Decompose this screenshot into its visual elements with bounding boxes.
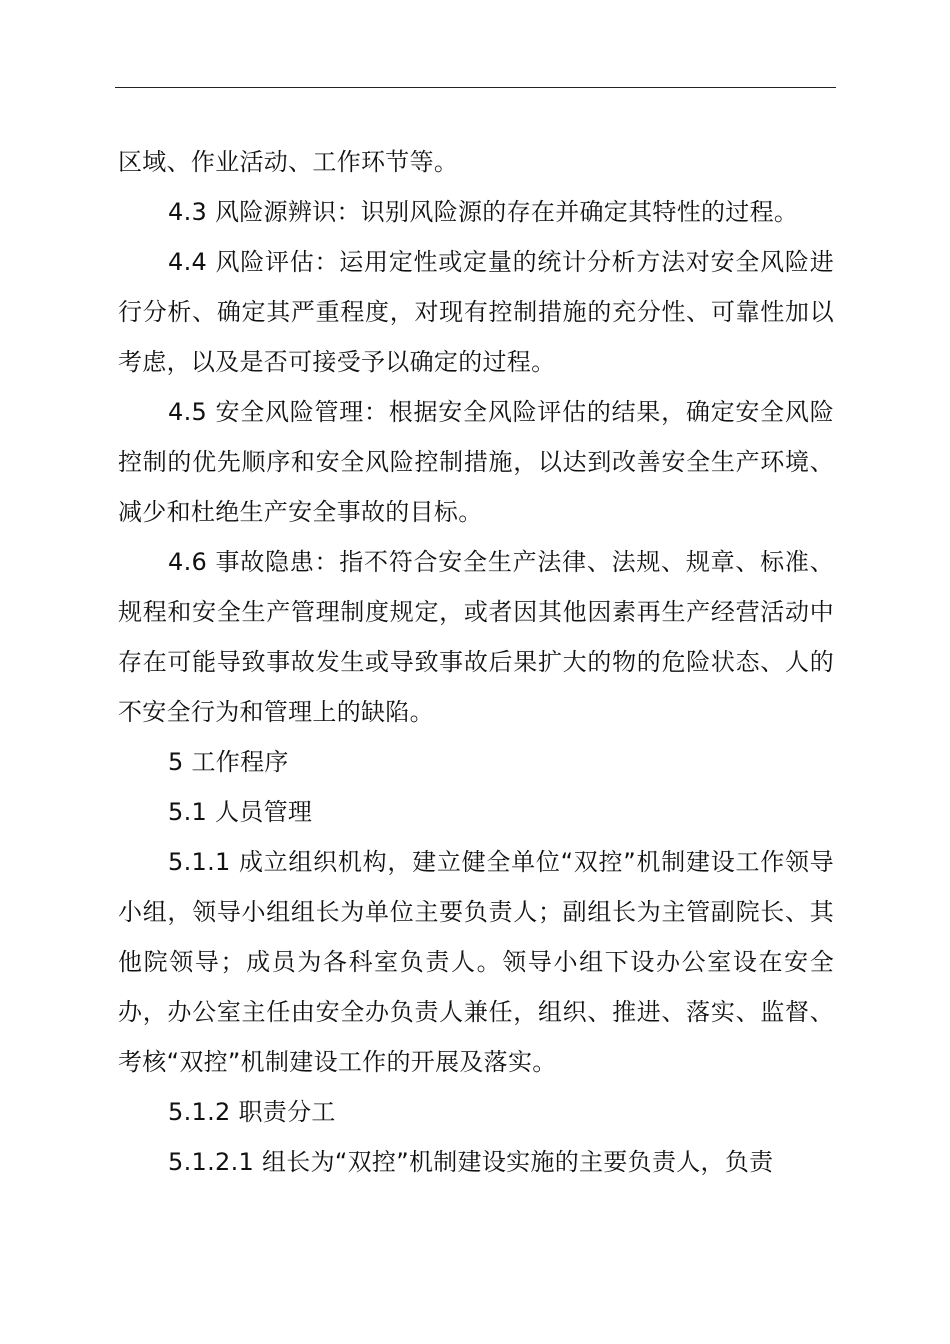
paragraph-4-6: 4.6 事故隐患：指不符合安全生产法律、法规、规章、标准、规程和安全生产管理制度规定，或者因其他因素再生产经营活动中存在可能导致事故发生或导致事故后果扩大的物的危险状态、人的不安全行为和管理上的缺陷。 xyxy=(118,548,834,726)
paragraph-4-5: 4.5 安全风险管理：根据安全风险评估的结果，确定安全风险控制的优先顺序和安全风险控制措施，以达到改善安全生产环境、减少和杜绝生产安全事故的目标。 xyxy=(118,398,834,526)
document-body xyxy=(118,137,834,1187)
heading-5-1: 5.1 人员管理 xyxy=(168,798,313,826)
paragraph-5-1-1: 5.1.1 成立组织机构，建立健全单位“双控”机制建设工作领导小组，领导小组组长为单位主要负责人；副组长为主管副院长、其他院领导；成员为各科室负责人。领导小组下设办公室设在安全办，办公室主任由安全办负责人兼任，组织、推进、落实、监督、考核“双控”机制建设工作的开展及落实。 xyxy=(118,848,834,1076)
heading-5: 5 工作程序 xyxy=(168,748,289,776)
header-rule xyxy=(115,87,836,88)
heading-5-1-2: 5.1.2 职责分工 xyxy=(168,1098,336,1126)
paragraph-continuation: 区域、作业活动、工作环节等。 xyxy=(118,148,459,176)
paragraph-5-1-2-1: 5.1.2.1 组长为“双控”机制建设实施的主要负责人，负责 xyxy=(168,1148,774,1176)
paragraph-4-4: 4.4 风险评估：运用定性或定量的统计分析方法对安全风险进行分析、确定其严重程度，对现有控制措施的充分性、可靠性加以考虑，以及是否可接受予以确定的过程。 xyxy=(118,248,834,376)
paragraph-4-3: 4.3 风险源辨识：识别风险源的存在并确定其特性的过程。 xyxy=(168,198,799,226)
